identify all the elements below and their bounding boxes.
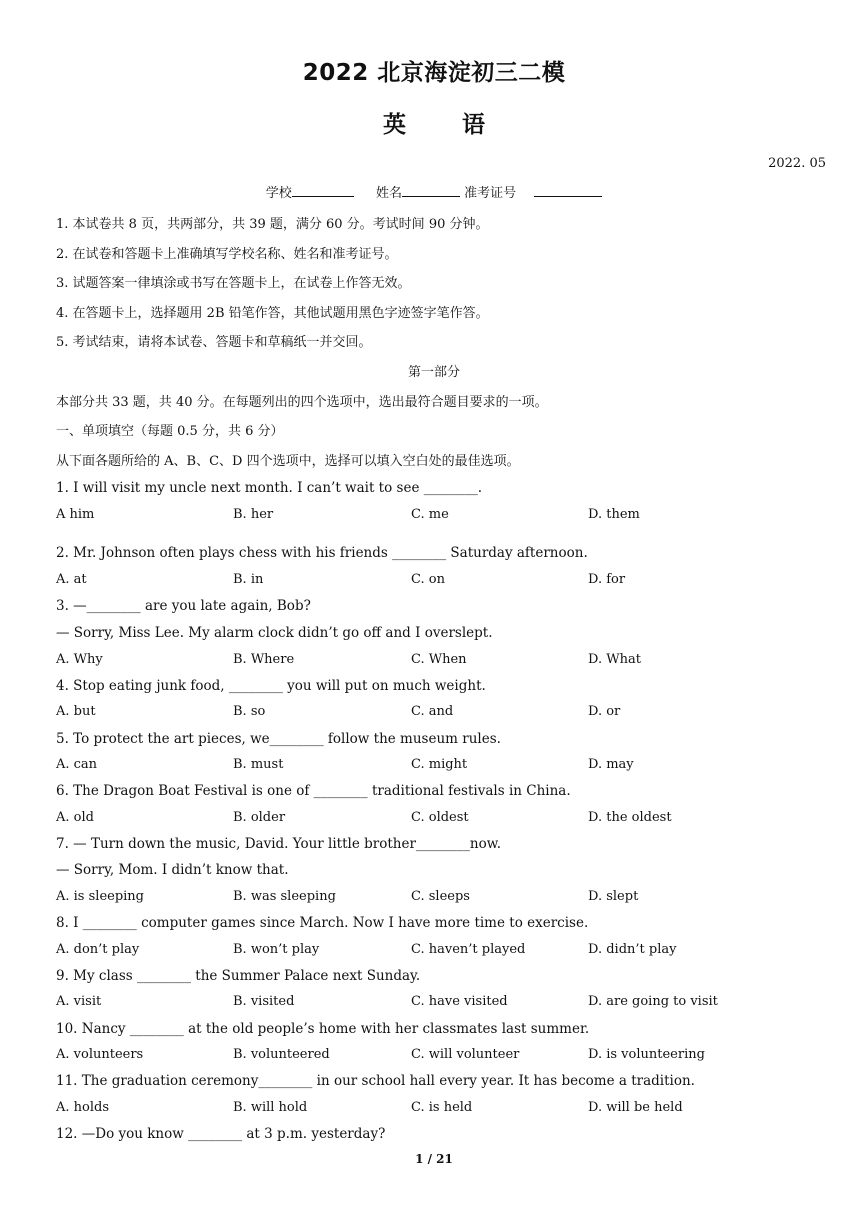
option-d: D. didn’t play	[588, 942, 677, 957]
option-a: A. can	[56, 757, 98, 772]
option-a: A. visit	[56, 994, 102, 1009]
question-options	[56, 1047, 816, 1065]
option-b: B. must	[233, 757, 284, 772]
question-stem: 8. I ________ computer games since March. Now I have more time to exercise.	[56, 915, 589, 931]
option-c: C. sleeps	[411, 889, 470, 904]
option-b: B. will hold	[233, 1100, 308, 1115]
option-a: A. Why	[56, 652, 103, 667]
option-b: B. so	[233, 704, 266, 719]
option-c: C. When	[411, 652, 467, 667]
question-stem: 2. Mr. Johnson often plays chess with his friends ________ Saturday afternoon.	[56, 545, 588, 561]
option-c: C. me	[411, 507, 449, 522]
option-a: A. volunteers	[56, 1047, 144, 1062]
instruction-2: 2. 在试卷和答题卡上准确填写学校名称、姓名和准考证号。	[56, 247, 398, 262]
option-c: C. oldest	[411, 810, 469, 825]
instruction-5: 5. 考试结束，请将本试卷、答题卡和草稿纸一并交回。	[56, 335, 372, 350]
exam-title: 2022 北京海淀初三二模	[302, 60, 566, 86]
section-title: 一、单项填空（每题 0.5 分，共 6 分）	[56, 424, 284, 439]
section-intro: 从下面各题所给的 A、B、C、D 四个选项中，选择可以填入空白处的最佳选项。	[56, 454, 520, 469]
instruction-4: 4. 在答题卡上，选择题用 2B 铅笔作答，其他试题用黑色字迹签字笔作答。	[56, 306, 489, 321]
option-d: D. the oldest	[588, 810, 672, 825]
id-blank	[534, 183, 602, 197]
question-options	[56, 704, 816, 722]
option-d: D. them	[588, 507, 640, 522]
question-stem: 12. —Do you know ________ at 3 p.m. yesterday?	[56, 1126, 386, 1142]
option-c: C. might	[411, 757, 468, 772]
option-c: C. haven’t played	[411, 942, 526, 957]
school-blank	[292, 183, 354, 197]
question-response: — Sorry, Miss Lee. My alarm clock didn’t go off and I overslept.	[56, 625, 493, 641]
option-a: A. holds	[56, 1100, 110, 1115]
option-a: A him	[56, 507, 95, 522]
exam-date: 2022. 05	[768, 156, 826, 171]
option-c: C. and	[411, 704, 454, 719]
option-b: B. her	[233, 507, 274, 522]
option-d: D. are going to visit	[588, 994, 718, 1009]
question-stem: 4. Stop eating junk food, ________ you will put on much weight.	[56, 678, 486, 694]
question-options	[56, 810, 816, 828]
option-a: A. is sleeping	[56, 889, 145, 904]
option-c: C. will volunteer	[411, 1047, 520, 1062]
option-b: B. older	[233, 810, 286, 825]
question-options	[56, 572, 816, 590]
option-b: B. visited	[233, 994, 295, 1009]
question-options	[56, 1100, 816, 1118]
question-stem: 7. — Turn down the music, David. Your little brother________now.	[56, 836, 501, 852]
option-b: B. volunteered	[233, 1047, 330, 1062]
school-label: 学校	[265, 186, 292, 201]
option-d: D. or	[588, 704, 621, 719]
option-d: D. may	[588, 757, 634, 772]
option-d: D. will be held	[588, 1100, 683, 1115]
question-options	[56, 757, 816, 775]
question-options	[56, 994, 816, 1012]
option-a: A. old	[56, 810, 94, 825]
student-info-row	[0, 182, 868, 201]
option-c: C. have visited	[411, 994, 508, 1009]
question-options	[56, 507, 816, 525]
exam-subject: 英 语	[382, 112, 485, 138]
part-title: 第一部分	[407, 365, 460, 380]
question-stem: 11. The graduation ceremony________ in our school hall every year. It has become a tradition.	[56, 1073, 695, 1089]
question-stem: 5. To protect the art pieces, we________ follow the museum rules.	[56, 731, 501, 747]
part-intro: 本部分共 33 题，共 40 分。在每题列出的四个选项中，选出最符合题目要求的一项。	[56, 395, 548, 410]
option-c: C. on	[411, 572, 445, 587]
instruction-1: 1. 本试卷共 8 页，共两部分，共 39 题，满分 60 分。考试时间 90 分钟。	[56, 217, 489, 232]
name-blank	[402, 183, 460, 197]
option-d: D. What	[588, 652, 641, 667]
instruction-3: 3. 试题答案一律填涂或书写在答题卡上，在试卷上作答无效。	[56, 276, 411, 291]
question-options	[56, 889, 816, 907]
page-number: 1 / 21	[415, 1152, 453, 1166]
option-b: B. Where	[233, 652, 295, 667]
question-stem: 3. —________ are you late again, Bob?	[56, 598, 311, 614]
name-label: 姓名	[375, 186, 402, 201]
option-b: B. was sleeping	[233, 889, 336, 904]
option-d: D. for	[588, 572, 626, 587]
option-d: D. slept	[588, 889, 639, 904]
option-a: A. at	[56, 572, 87, 587]
option-b: B. won’t play	[233, 942, 320, 957]
option-b: B. in	[233, 572, 264, 587]
option-a: A. don’t play	[56, 942, 140, 957]
option-d: D. is volunteering	[588, 1047, 705, 1062]
option-c: C. is held	[411, 1100, 473, 1115]
id-label: 准考证号	[464, 186, 517, 201]
question-stem: 9. My class ________ the Summer Palace next Sunday.	[56, 968, 421, 984]
option-a: A. but	[56, 704, 96, 719]
question-options	[56, 652, 816, 670]
question-response: — Sorry, Mom. I didn’t know that.	[56, 862, 289, 878]
question-stem: 10. Nancy ________ at the old people’s home with her classmates last summer.	[56, 1021, 590, 1037]
question-stem: 6. The Dragon Boat Festival is one of ________ traditional festivals in China.	[56, 783, 571, 799]
question-options	[56, 942, 816, 960]
question-stem: 1. I will visit my uncle next month. I can’t wait to see ________.	[56, 480, 483, 496]
